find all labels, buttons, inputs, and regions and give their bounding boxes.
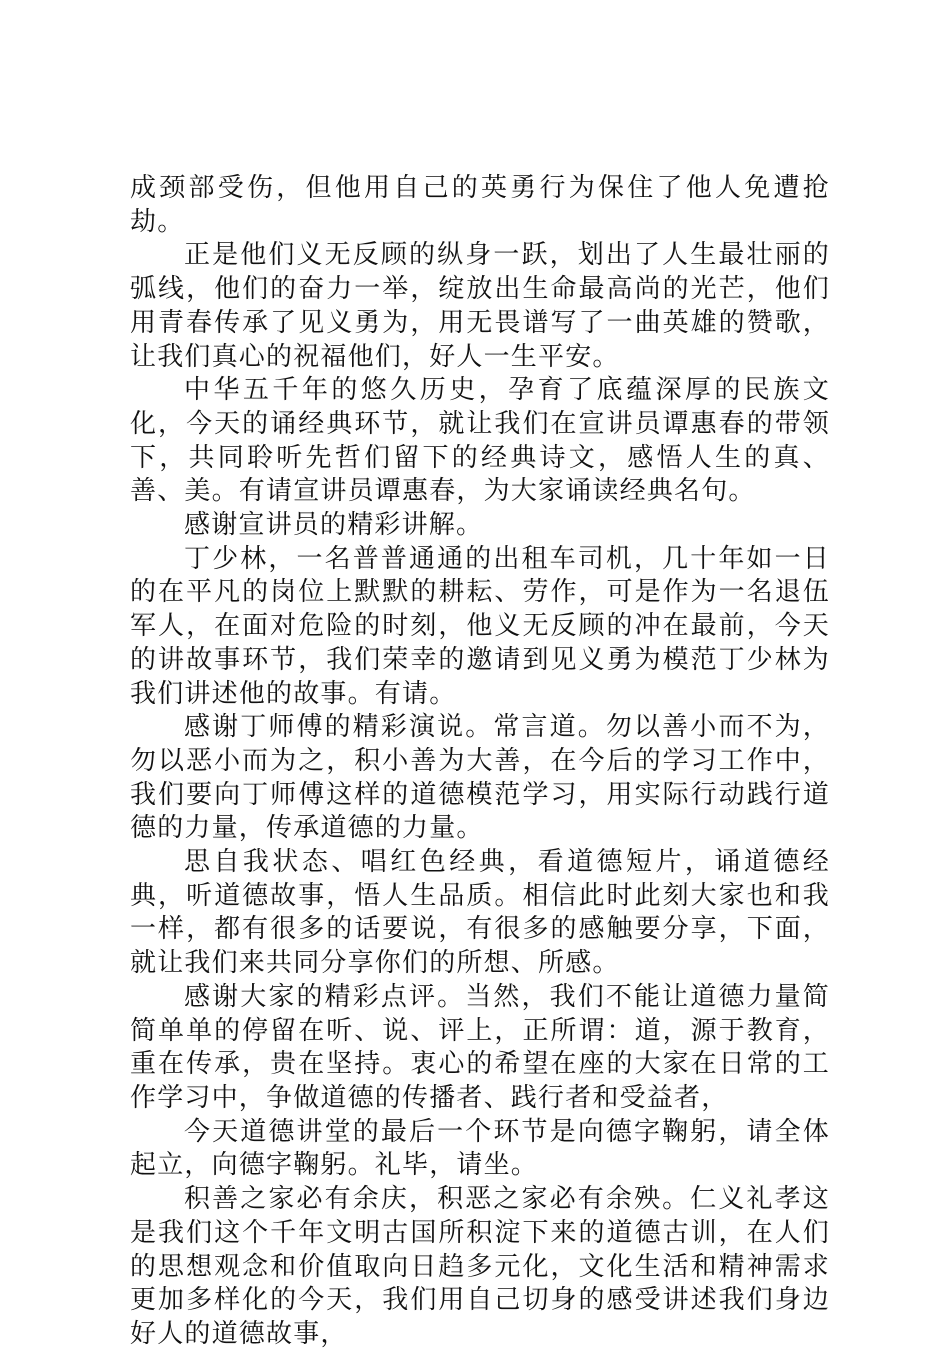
paragraph: 正是他们义无反顾的纵身一跃，划出了人生最壮丽的弧线，他们的奋力一举，绽放出生命最高尚的光芒，他们用青春传承了见义勇为，用无畏谱写了一曲英雄的赞歌，让我们真心的祝福他们，好人一生平安。 bbox=[130, 240, 830, 372]
paragraph: 成颈部受伤，但他用自己的英勇行为保住了他人免遭抢劫。 bbox=[130, 173, 830, 237]
paragraph: 中华五千年的悠久历史，孕育了底蕴深厚的民族文化，今天的诵经典环节，就让我们在宣讲员谭惠春的带领下，共同聆听先哲们留下的经典诗文，感悟人生的真、善、美。有请宣讲员谭惠春，为大家诵读经典名句。 bbox=[130, 375, 830, 507]
paragraph: 感谢大家的精彩点评。当然，我们不能让道德力量简简单单的停留在听、说、评上，正所谓：道，源于教育，重在传承，贵在坚持。衷心的希望在座的大家在日常的工作学习中，争做道德的传播者、践行者和受益者， bbox=[130, 981, 830, 1113]
paragraph: 积善之家必有余庆，积恶之家必有余殃。仁义礼孝这是我们这个千年文明古国所积淀下来的道德古训，在人们的思想观念和价值取向日趋多元化，文化生活和精神需求更加多样化的今天，我们用自己切身的感受讲述我们身边好人的道德故事， bbox=[130, 1184, 830, 1349]
paragraph: 感谢丁师傅的精彩演说。常言道。勿以善小而不为，勿以恶小而为之，积小善为大善，在今后的学习工作中，我们要向丁师傅这样的道德模范学习，用实际行动践行道德的力量，传承道德的力量。 bbox=[130, 712, 830, 844]
document-body bbox=[130, 172, 830, 1352]
paragraph: 丁少林，一名普普通通的出租车司机，几十年如一日的在平凡的岗位上默默的耕耘、劳作，可是作为一名退伍军人，在面对危险的时刻，他义无反顾的冲在最前，今天的讲故事环节，我们荣幸的邀请到见义勇为模范丁少林为我们讲述他的故事。有请。 bbox=[130, 543, 830, 709]
paragraph: 思自我状态、唱红色经典，看道德短片，诵道德经典，听道德故事，悟人生品质。相信此时此刻大家也和我一样，都有很多的话要说，有很多的感触要分享，下面，就让我们来共同分享你们的所想、所感。 bbox=[130, 847, 830, 979]
paragraph: 今天道德讲堂的最后一个环节是向德字鞠躬，请全体起立，向德字鞠躬。礼毕，请坐。 bbox=[130, 1116, 830, 1181]
paragraph: 感谢宣讲员的精彩讲解。 bbox=[184, 510, 484, 541]
